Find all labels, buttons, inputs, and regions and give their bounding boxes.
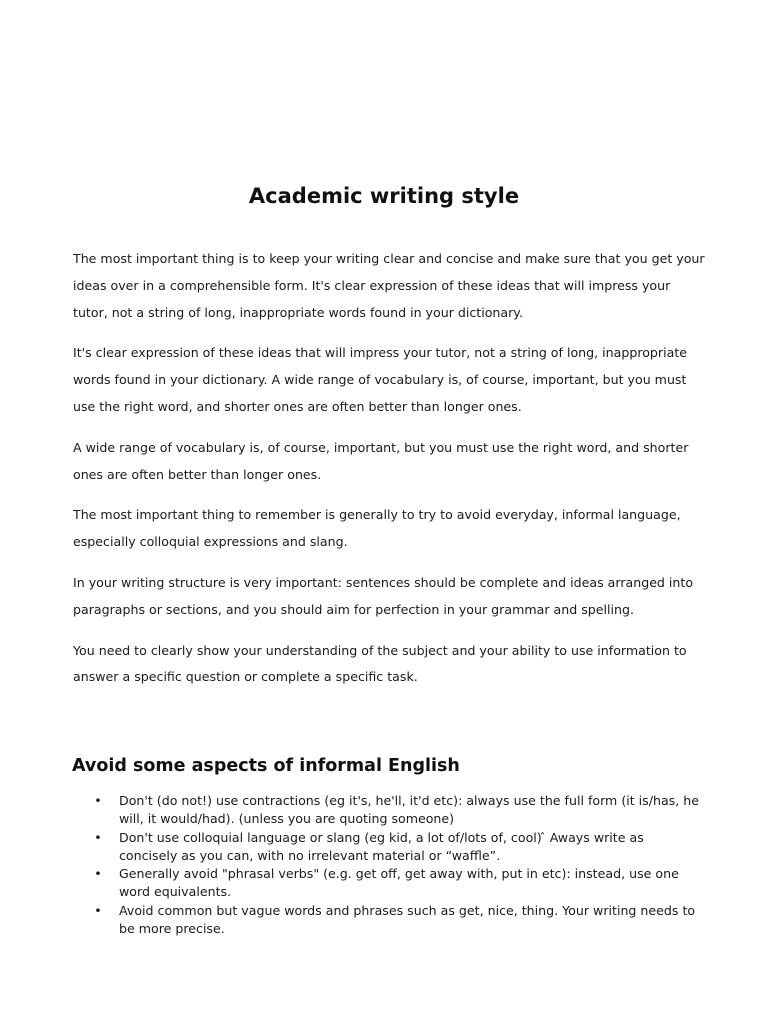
list-item-text: Avoid common but vague words and phrases such as get, nice, thing. Your writing needs to be more precise. bbox=[119, 902, 696, 937]
list-item bbox=[93, 792, 703, 829]
bullet-icon: • bbox=[94, 866, 102, 882]
paragraph: A wide range of vocabulary is, of course, important, but you must use the right word, and shorter ones are often better than longer ones. bbox=[73, 439, 689, 482]
list-item bbox=[93, 829, 703, 866]
list-item-text: Generally avoid "phrasal verbs" (e.g. get off, get away with, put in etc): instead, use one word equivalents. bbox=[119, 866, 679, 900]
paragraph: You need to clearly show your understanding of the subject and your ability to use information to answer a specific question or complete a specific task. bbox=[73, 642, 687, 685]
list-item bbox=[93, 865, 703, 902]
paragraph: The most important thing is to keep your writing clear and concise and make sure that you get your ideas over in a comprehensible form. It's clear expression of these ideas that will impress your tutor, not a string of long, inappropriate words found in your dictionary. bbox=[73, 251, 705, 320]
bullet-icon: • bbox=[94, 829, 102, 845]
bullet-list bbox=[93, 792, 703, 938]
body-text bbox=[73, 246, 705, 705]
list-item bbox=[93, 902, 703, 939]
list-item-text: Don't (do not!) use contractions (eg it's, he'll, it'd etc): always use the full form (it is/has, he will, it would/had). (unless you are quoting someone) bbox=[119, 793, 699, 827]
bullet-icon: • bbox=[94, 902, 102, 918]
paragraph: It's clear expression of these ideas that will impress your tutor, not a string of long, inappropriate words found in your dictionary. A wide range of vocabulary is, of course, important, but you must use the right word, and shorter ones are often better than longer ones. bbox=[73, 345, 688, 414]
section-heading: Avoid some aspects of informal English bbox=[72, 756, 460, 776]
page-title: Academic writing style bbox=[248, 184, 520, 208]
list-item-text: Don't use colloquial language or slang (eg kid, a lot of/lots of, cool) ̂ Aways write as concisely as you can, with no irrelevant material or “waffle”. bbox=[119, 829, 644, 863]
paragraph: The most important thing to remember is generally to try to avoid everyday, informal language, especially colloquial expressions and slang. bbox=[73, 507, 681, 550]
bullet-icon: • bbox=[94, 793, 102, 808]
paragraph: In your writing structure is very important: sentences should be complete and ideas arranged into paragraphs or sections, and you should aim for perfection in your grammar and spelling. bbox=[73, 574, 694, 617]
